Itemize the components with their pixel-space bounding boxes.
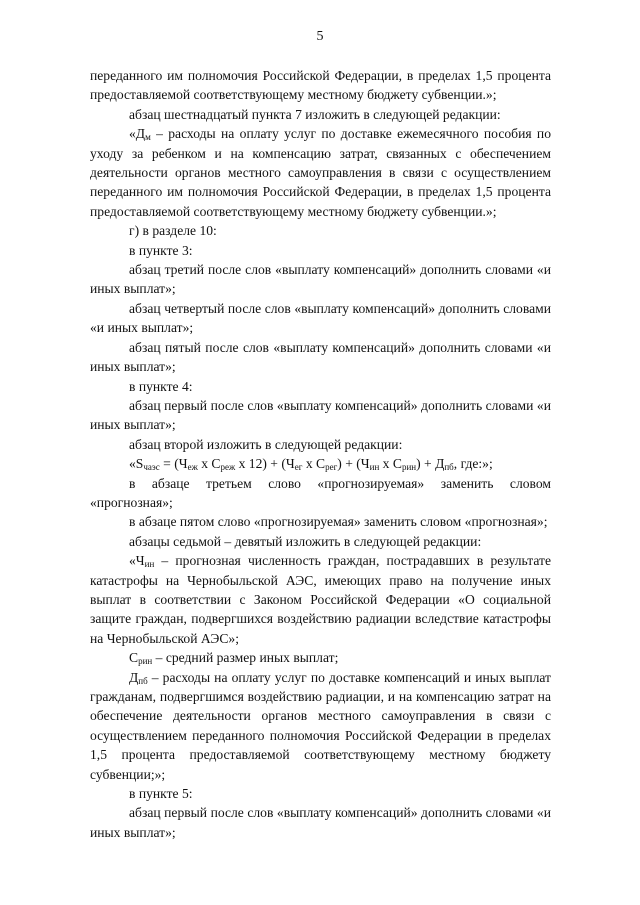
text-run: «Ч xyxy=(129,553,145,569)
text-run: – средний размер иных выплат; xyxy=(152,650,339,666)
subscript: чаэс xyxy=(143,462,160,473)
subscript: рег xyxy=(325,462,338,473)
subscript: ин xyxy=(144,559,155,570)
text-run: «Д xyxy=(129,126,146,142)
paragraph xyxy=(90,124,551,221)
paragraph: в пункте 4: xyxy=(129,378,193,394)
paragraph: в абзаце пятом слово «прогнозируемая» заменить словом «прогнозная»; xyxy=(129,514,548,530)
text-run: х С xyxy=(197,456,221,472)
page-number: 5 xyxy=(316,29,324,44)
paragraph: абзац первый после слов «выплату компенсаций» дополнить словами «и иных выплат»; xyxy=(90,805,551,840)
subscript: ег xyxy=(294,462,303,473)
text-run: ) + (Ч xyxy=(337,456,370,472)
subscript: реж xyxy=(220,462,236,473)
paragraph: в пункте 3: xyxy=(129,242,193,258)
paragraph: переданного им полномочия Российской Федерации, в пределах 1,5 процента предоставляемой соответствующему местному бюджету субвенции.»; xyxy=(90,68,551,103)
paragraph: абзац первый после слов «выплату компенсаций» дополнить словами «и иных выплат»; xyxy=(90,397,551,433)
document-body xyxy=(90,66,551,842)
text-run: – расходы на оплату услуг по доставке компенсаций и иных выплат гражданам, подвергшимся воздействию радиации, и на компенсацию затрат на обеспечение деятельности органов местного самоуправления в связи с осуществлением переданного полномочия Российской Федерации в пределах 1,5 процента предоставляемой соответствующему местному бюджету субвенции;»; xyxy=(90,669,551,782)
paragraph: абзац шестнадцатый пункта 7 изложить в следующей редакции: xyxy=(129,106,501,122)
paragraph: в пункте 5: xyxy=(129,786,193,802)
subscript: еж xyxy=(187,462,198,473)
paragraph: г) в разделе 10: xyxy=(129,223,217,239)
paragraph xyxy=(90,668,551,784)
paragraph: абзац третий после слов «выплату компенсаций» дополнить словами «и иных выплат»; xyxy=(90,262,551,297)
text-run: х С xyxy=(379,456,402,472)
subscript: м xyxy=(145,132,151,143)
paragraph: абзац второй изложить в следующей редакции: xyxy=(129,436,403,452)
paragraph: абзац пятый после слов «выплату компенсаций» дополнить словами «и иных выплат»; xyxy=(90,339,551,375)
text-run: х С xyxy=(302,456,326,472)
subscript: пб xyxy=(444,462,454,473)
text-run: х 12) + (Ч xyxy=(235,456,295,472)
text-run: «S xyxy=(129,456,144,472)
paragraph: в абзаце третьем слово «прогнозируемая» заменить словом «прогнозная»; xyxy=(90,475,551,510)
subscript: пб xyxy=(138,675,148,686)
text-run: С xyxy=(129,650,139,666)
text-run: – прогнозная численность граждан, пострадавших в результате катастрофы на Чернобыльской АЭС, имеющих право на получение иных выплат в соответствии с Законом Российской Федерации «О социальной защите граждан, подвергшихся воздействию радиации вследствие катастрофы на Чернобыльской АЭС»; xyxy=(90,553,551,646)
paragraph xyxy=(90,648,551,667)
subscript: рин xyxy=(401,462,417,473)
text-run: = (Ч xyxy=(159,456,188,472)
text-run: Д xyxy=(129,669,139,685)
subscript: ин xyxy=(369,462,380,473)
paragraph xyxy=(90,454,551,473)
paragraph xyxy=(90,551,551,648)
subscript: рин xyxy=(138,656,153,667)
paragraph: абзац четвертый после слов «выплату компенсаций» дополнить словами «и иных выплат»; xyxy=(90,300,551,336)
text-run: ) + Д xyxy=(416,456,445,472)
text-run: , где:»; xyxy=(453,456,493,472)
paragraph: абзацы седьмой – девятый изложить в следующей редакции: xyxy=(129,533,482,549)
text-run: – расходы на оплату услуг по доставке ежемесячного пособия по уходу за ребенком и на компенсацию затрат, связанных с обеспечением деятельности органов местного самоуправления в связи с осуществлением переданного им полномочия Российской Федерации, в пределах 1,5 процента предоставляемой соответствующему местному бюджету субвенции.»; xyxy=(90,126,551,219)
